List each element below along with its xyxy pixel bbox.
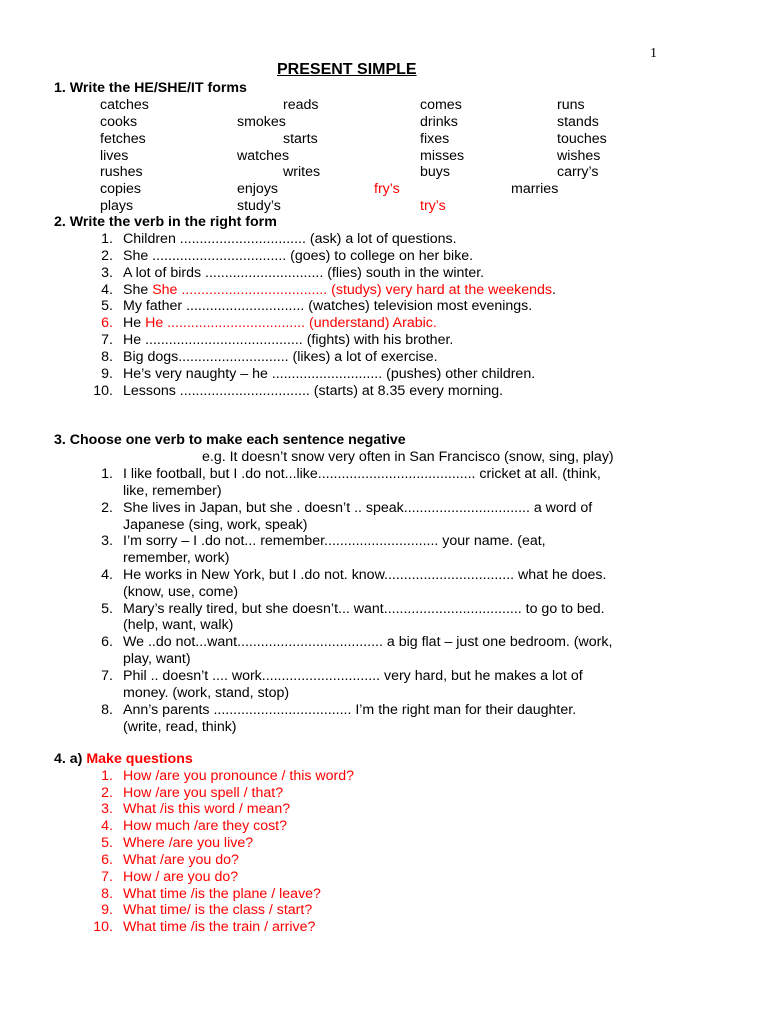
section-3-example: e.g. It doesn’t snow very often in San Francisco (snow, sing, play) — [202, 449, 614, 465]
section-4-heading-text: Make questions — [86, 751, 193, 767]
item-text-wrapper — [123, 282, 556, 299]
item-number: 3. — [101, 801, 113, 817]
verb-form: enjoys — [237, 181, 279, 197]
item-number: 9. — [101, 902, 113, 918]
section-2-heading: 2. Write the verb in the right form — [54, 214, 277, 230]
verb-form: copies — [100, 181, 142, 197]
verb-form: starts — [283, 131, 318, 147]
item-number: 7. — [101, 332, 113, 348]
verb-form: buys — [420, 164, 450, 180]
item-number: 4. — [101, 567, 113, 583]
page-number: 1 — [650, 46, 657, 61]
item-text: What time/ is the class / start? — [123, 902, 313, 918]
item-text-answer: He ................................... (understand) Arabic. — [145, 315, 437, 331]
verb-form: catches — [100, 97, 149, 113]
item-number: 3. — [101, 533, 113, 549]
item-text-line2: remember, work) — [123, 550, 230, 566]
item-number: 1. — [101, 768, 113, 784]
item-number: 8. — [101, 702, 113, 718]
item-number: 3. — [101, 265, 113, 281]
item-text-line1: I’m sorry – I .do not... remember............................. your name. (eat, — [123, 533, 546, 549]
item-number: 5. — [101, 835, 113, 851]
verb-form: plays — [100, 198, 134, 214]
item-text-line1: Ann’s parents ................................... I’m the right man for their daughter. — [123, 702, 577, 718]
item-text-line1: We ..do not...want..................................... a big flat – just one bedroom. (work, — [123, 634, 613, 650]
item-number: 6. — [101, 315, 113, 331]
item-text-line1: I like football, but I .do not...like........................................ cricket at all. (think, — [123, 466, 601, 482]
verb-form: fixes — [420, 131, 450, 147]
item-text-line1: She lives in Japan, but she . doesn’t .. speak................................ a word of — [123, 500, 593, 516]
item-text-line2: Japanese (sing, work, speak) — [123, 517, 308, 533]
item-text: My father .............................. (watches) television most evenings. — [123, 298, 533, 314]
verb-form: misses — [420, 148, 465, 164]
verb-form: runs — [557, 97, 585, 113]
item-text: Lessons ................................. (starts) at 8.35 every morning. — [123, 383, 504, 399]
item-text: What time /is the train / arrive? — [123, 919, 316, 935]
item-number: 2. — [101, 500, 113, 516]
item-number: 9. — [101, 366, 113, 382]
verb-form: wishes — [557, 148, 601, 164]
item-number: 2. — [101, 785, 113, 801]
verb-form: reads — [283, 97, 319, 113]
item-text: Where /are you live? — [123, 835, 254, 851]
section-4-heading-prefix: 4. a) — [54, 751, 83, 767]
verb-form: stands — [557, 114, 599, 130]
verb-form: writes — [283, 164, 321, 180]
item-number: 5. — [101, 601, 113, 617]
item-text: How /are you spell / that? — [123, 785, 284, 801]
item-text-line2: (write, read, think) — [123, 719, 237, 735]
item-number: 5. — [101, 298, 113, 314]
item-number: 10. — [93, 383, 113, 399]
item-number: 7. — [101, 869, 113, 885]
verb-form: watches — [237, 148, 290, 164]
verb-form: drinks — [420, 114, 458, 130]
item-text-line1: He works in New York, but I .do not. know................................. what he does. — [123, 567, 607, 583]
item-text-line1: Mary’s really tired, but she doesn’t... want................................... to go to bed. — [123, 601, 605, 617]
item-number: 2. — [101, 248, 113, 264]
item-text-line2: play, want) — [123, 651, 191, 667]
verb-form: fetches — [100, 131, 146, 147]
item-text-line2: money. (work, stand, stop) — [123, 685, 290, 701]
item-text-line2: (help, want, walk) — [123, 617, 234, 633]
verb-form: study’s — [237, 198, 281, 214]
section-1-heading: 1. Write the HE/SHE/IT forms — [54, 80, 247, 96]
item-text-line2: (know, use, come) — [123, 584, 239, 600]
item-number: 10. — [93, 919, 113, 935]
item-text-lead: He — [123, 315, 146, 331]
item-number: 7. — [101, 668, 113, 684]
item-number: 4. — [101, 282, 113, 298]
item-text-lead: She — [123, 282, 153, 298]
item-text: He ........................................ (fights) with his brother. — [123, 332, 454, 348]
verb-form: marries — [511, 181, 559, 197]
item-number: 8. — [101, 349, 113, 365]
document-title: PRESENT SIMPLE — [277, 61, 417, 78]
item-text-answer: She ..................................... (studys) very hard at the weekends — [152, 282, 552, 298]
item-text: What /are you do? — [123, 852, 239, 868]
item-number: 6. — [101, 634, 113, 650]
item-text: How /are you pronounce / this word? — [123, 768, 355, 784]
verb-form-answer: fry’s — [374, 181, 400, 197]
item-text: A lot of birds .............................. (flies) south in the winter. — [123, 265, 485, 281]
item-number: 1. — [101, 466, 113, 482]
verb-form: carry’s — [557, 164, 599, 180]
item-text: What time /is the plane / leave? — [123, 886, 321, 902]
item-text: Big dogs............................ (likes) a lot of exercise. — [123, 349, 438, 365]
item-text: How / are you do? — [123, 869, 239, 885]
item-text: How much /are they cost? — [123, 818, 288, 834]
item-text-tail: . — [551, 282, 556, 298]
item-number: 8. — [101, 886, 113, 902]
verb-form-answer: try’s — [420, 198, 446, 214]
section-3-heading: 3. Choose one verb to make each sentence negative — [54, 432, 406, 448]
item-number: 6. — [101, 852, 113, 868]
verb-form: rushes — [100, 164, 143, 180]
verb-form: lives — [100, 148, 129, 164]
item-number: 4. — [101, 818, 113, 834]
item-text — [123, 315, 437, 332]
verb-form: cooks — [100, 114, 138, 130]
section-4-heading — [54, 751, 193, 768]
verb-form: smokes — [237, 114, 286, 130]
verb-form: touches — [557, 131, 607, 147]
verb-form: comes — [420, 97, 462, 113]
item-text: He’s very naughty – he ............................ (pushes) other children. — [123, 366, 536, 382]
item-text: What /is this word / mean? — [123, 801, 291, 817]
item-text-line1: Phil .. doesn’t .... work.............................. very hard, but he makes a lot of — [123, 668, 583, 684]
item-text: She .................................. (goes) to college on her bike. — [123, 248, 474, 264]
item-number: 1. — [101, 231, 113, 247]
item-text: Children ................................ (ask) a lot of questions. — [123, 231, 457, 247]
item-text-line2: like, remember) — [123, 483, 222, 499]
